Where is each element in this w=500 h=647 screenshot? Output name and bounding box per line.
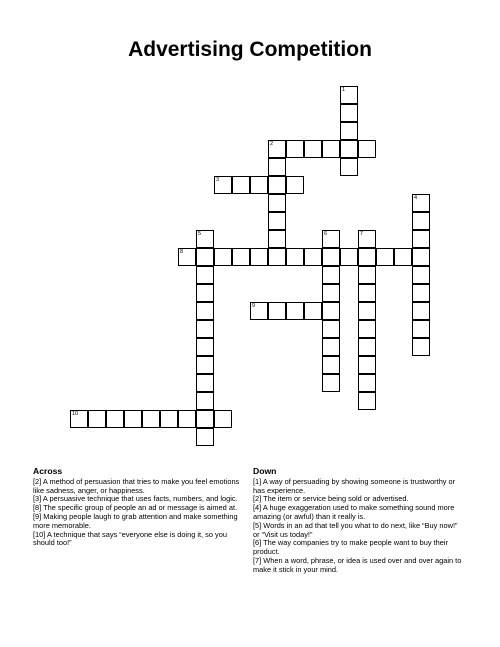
down-clue-7: [7] When a word, phrase, or idea is used over and over again to make it stick in your mind. <box>253 555 462 574</box>
crossword-cell[interactable] <box>196 338 214 356</box>
down-clue-6: [6] The way companies try to make people want to buy their product. <box>253 538 449 557</box>
crossword-cell[interactable] <box>268 176 286 194</box>
crossword-cell[interactable] <box>340 104 358 122</box>
crossword-cell[interactable] <box>412 284 430 302</box>
crossword-cell[interactable] <box>358 302 376 320</box>
crossword-cell[interactable] <box>214 248 232 266</box>
clue-number: 5 <box>198 231 202 237</box>
crossword-cell[interactable] <box>124 410 142 428</box>
crossword-cell[interactable] <box>412 302 430 320</box>
crossword-cell[interactable] <box>178 248 196 266</box>
crossword-cell[interactable] <box>322 356 340 374</box>
crossword-cell[interactable] <box>412 338 430 356</box>
crossword-cell[interactable] <box>142 410 160 428</box>
crossword-cell[interactable] <box>214 410 232 428</box>
crossword-cell[interactable] <box>322 284 340 302</box>
clue-number: 3 <box>216 177 220 183</box>
page-title: Advertising Competition <box>128 38 372 61</box>
crossword-cell[interactable] <box>196 248 214 266</box>
crossword-cell[interactable] <box>304 140 322 158</box>
across-clue-10: [10] A technique that says “everyone else is doing it, so you should too!” <box>33 529 227 548</box>
crossword-cell[interactable] <box>358 338 376 356</box>
crossword-cell[interactable] <box>286 248 304 266</box>
crossword-cell[interactable] <box>322 302 340 320</box>
clue-number: 7 <box>360 231 364 237</box>
across-clue-9: [9] Making people laugh to grab attention and make something more memorable. <box>33 511 238 530</box>
crossword-cell[interactable] <box>322 266 340 284</box>
crossword-cell[interactable] <box>268 248 286 266</box>
crossword-cell[interactable] <box>358 374 376 392</box>
across-clue-3: [3] A persuasive technique that uses facts, numbers, and logic. <box>33 494 238 504</box>
clue-number: 6 <box>324 231 328 237</box>
crossword-cell[interactable] <box>286 176 304 194</box>
across-heading: Across <box>33 466 63 476</box>
crossword-cell[interactable] <box>340 140 358 158</box>
crossword-cell[interactable] <box>412 194 430 212</box>
clue-number: 2 <box>270 141 274 147</box>
crossword-cell[interactable] <box>358 248 376 266</box>
crossword-cell[interactable] <box>196 266 214 284</box>
crossword-cell[interactable] <box>358 266 376 284</box>
across-clue-8: [8] The specific group of people an ad or message is aimed at. <box>33 503 238 513</box>
crossword-cell[interactable] <box>70 410 88 428</box>
across-clue-2: [2] A method of persuasion that tries to make you feel emotions like sadness, anger, or happiness. <box>33 476 240 495</box>
crossword-cell[interactable] <box>250 302 268 320</box>
clue-number: 1 <box>342 87 346 93</box>
crossword-cell[interactable] <box>358 230 376 248</box>
crossword-cell[interactable] <box>160 410 178 428</box>
crossword-cell[interactable] <box>322 248 340 266</box>
crossword-cell[interactable] <box>196 410 214 428</box>
crossword-cell[interactable] <box>340 248 358 266</box>
down-clue-2: [2] The item or service being sold or advertised. <box>253 494 409 504</box>
crossword-cell[interactable] <box>322 338 340 356</box>
crossword-cell[interactable] <box>286 302 304 320</box>
clue-number: 4 <box>414 195 418 201</box>
crossword-cell[interactable] <box>322 374 340 392</box>
crossword-cell[interactable] <box>88 410 106 428</box>
crossword-cell[interactable] <box>304 302 322 320</box>
crossword-cell[interactable] <box>376 248 394 266</box>
across-clues <box>33 467 243 548</box>
clue-number: 10 <box>72 411 79 417</box>
crossword-cell[interactable] <box>322 320 340 338</box>
clue-number: 8 <box>180 249 184 255</box>
crossword-cell[interactable] <box>322 230 340 248</box>
down-clues <box>253 467 465 575</box>
crossword-cell[interactable] <box>196 320 214 338</box>
crossword-cell[interactable] <box>268 194 286 212</box>
crossword-cell[interactable] <box>358 284 376 302</box>
crossword-cell[interactable] <box>196 284 214 302</box>
crossword-cell[interactable] <box>268 140 286 158</box>
down-heading: Down <box>253 466 277 476</box>
crossword-cell[interactable] <box>196 428 214 446</box>
crossword-cell[interactable] <box>286 140 304 158</box>
down-clue-4: [4] A huge exaggeration used to make something sound more amazing (or awful) than it really is. <box>253 503 455 521</box>
crossword-cell[interactable] <box>412 320 430 338</box>
crossword-cell[interactable] <box>232 248 250 266</box>
down-clue-1: [1] A way of persuading by showing someone is trustworthy or has experience. <box>253 476 456 495</box>
crossword-cell[interactable] <box>214 176 232 194</box>
crossword-cell[interactable] <box>394 248 412 266</box>
crossword-cell[interactable] <box>412 266 430 284</box>
crossword-cell[interactable] <box>106 410 124 428</box>
crossword-cell[interactable] <box>196 374 214 392</box>
crossword-cell[interactable] <box>358 392 376 410</box>
crossword-cell[interactable] <box>358 356 376 374</box>
crossword-cell[interactable] <box>340 122 358 140</box>
crossword-cell[interactable] <box>232 176 250 194</box>
crossword-cell[interactable] <box>268 302 286 320</box>
crossword-cell[interactable] <box>322 140 340 158</box>
crossword-cell[interactable] <box>178 410 196 428</box>
crossword-cell[interactable] <box>196 356 214 374</box>
crossword-cell[interactable] <box>412 212 430 230</box>
crossword-cell[interactable] <box>268 158 286 176</box>
crossword-cell[interactable] <box>340 158 358 176</box>
crossword-cell[interactable] <box>412 230 430 248</box>
crossword-cell[interactable] <box>250 248 268 266</box>
crossword-cell[interactable] <box>358 320 376 338</box>
crossword-cell[interactable] <box>196 230 214 248</box>
crossword-cell[interactable] <box>412 248 430 266</box>
crossword-cell[interactable] <box>250 176 268 194</box>
clue-number: 9 <box>252 303 256 309</box>
down-clue-5: [5] Words in an ad that tell you what to do next, like “Buy now!” or “Visit us today!” <box>253 520 458 539</box>
crossword-cell[interactable] <box>268 212 286 230</box>
crossword-cell[interactable] <box>304 248 322 266</box>
crossword-cell[interactable] <box>358 140 376 158</box>
crossword-cell[interactable] <box>196 392 214 410</box>
crossword-cell[interactable] <box>340 86 358 104</box>
crossword-cell[interactable] <box>268 230 286 248</box>
crossword-cell[interactable] <box>196 302 214 320</box>
